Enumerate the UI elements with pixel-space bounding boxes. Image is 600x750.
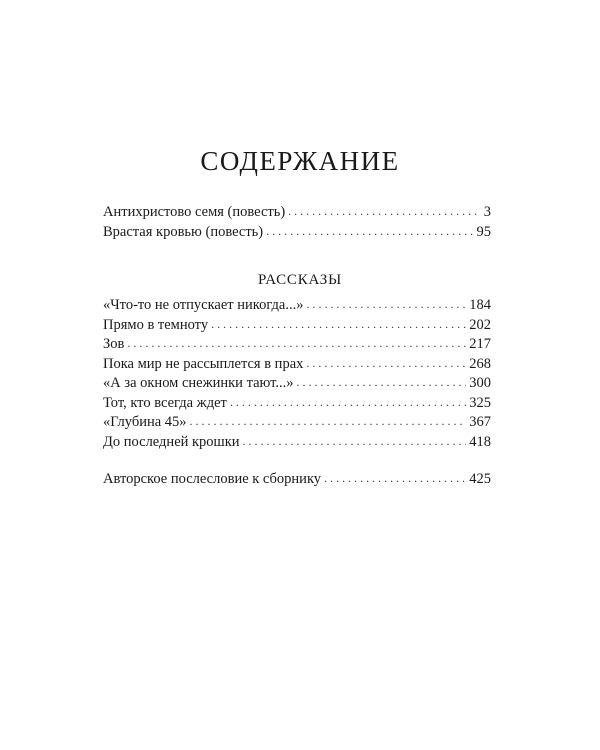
- toc-entry-title: Прямо в темноту: [103, 316, 209, 333]
- toc-entry-page: 367: [469, 414, 491, 430]
- toc-afterword-section: [103, 470, 491, 490]
- dot-leader: [266, 222, 473, 242]
- page-title: СОДЕРЖАНИЕ: [200, 146, 400, 176]
- dot-leader: [211, 315, 466, 335]
- dot-leader: [297, 373, 467, 393]
- toc-entry-page: 268: [469, 355, 491, 372]
- toc-entry-title: Тот, кто всегда ждет: [103, 394, 227, 411]
- toc-entry: [103, 374, 491, 394]
- dot-leader: [190, 412, 467, 432]
- toc-entry-page: 418: [469, 433, 491, 450]
- toc-entry: [103, 316, 491, 336]
- toc-stories-section: [103, 296, 491, 452]
- toc-entry-page: 95: [476, 223, 491, 240]
- toc-entry-page: 425: [469, 471, 491, 487]
- toc-entry-title: До последней крошки: [103, 433, 240, 450]
- toc-entry-page: 184: [469, 297, 491, 313]
- toc-entry-title: «Глубина 45»: [103, 414, 187, 430]
- toc-entry-page: 3: [483, 204, 491, 220]
- toc-entry-title: Зов: [103, 336, 125, 352]
- toc-entry: [103, 413, 491, 433]
- toc-entry: [103, 355, 491, 375]
- section-heading-stories: РАССКАЗЫ: [258, 272, 342, 288]
- toc-entry: [103, 394, 491, 414]
- toc-entry: [103, 203, 491, 223]
- toc-entry-page: 217: [469, 336, 491, 352]
- toc-entry: [103, 223, 491, 243]
- toc-entry-title: Врастая кровью (повесть): [103, 223, 264, 240]
- toc-entry-title: «А за окном снежинки тают...»: [103, 375, 294, 391]
- toc-entry-title: Пока мир не рассыплется в прах: [103, 355, 304, 372]
- dot-leader: [288, 202, 481, 222]
- toc-entry: [103, 470, 491, 490]
- toc-entry-title: Авторское послесловие к сборнику: [103, 471, 322, 487]
- dot-leader: [306, 354, 466, 374]
- dot-leader: [306, 295, 466, 315]
- toc-entry-title: Антихристово семя (повесть): [103, 204, 286, 220]
- dot-leader: [243, 432, 467, 452]
- toc-entry-page: 300: [469, 375, 491, 391]
- toc-entry-page: 202: [469, 316, 491, 333]
- toc-entry: [103, 433, 491, 453]
- toc-entry-title: «Что-то не отпускает никогда...»: [103, 297, 304, 313]
- toc-entry: [103, 335, 491, 355]
- toc-main-section: [103, 203, 491, 242]
- toc-entry: [103, 296, 491, 316]
- dot-leader: [230, 393, 466, 413]
- dot-leader: [127, 334, 466, 354]
- toc-entry-page: 325: [469, 394, 491, 411]
- dot-leader: [324, 469, 466, 489]
